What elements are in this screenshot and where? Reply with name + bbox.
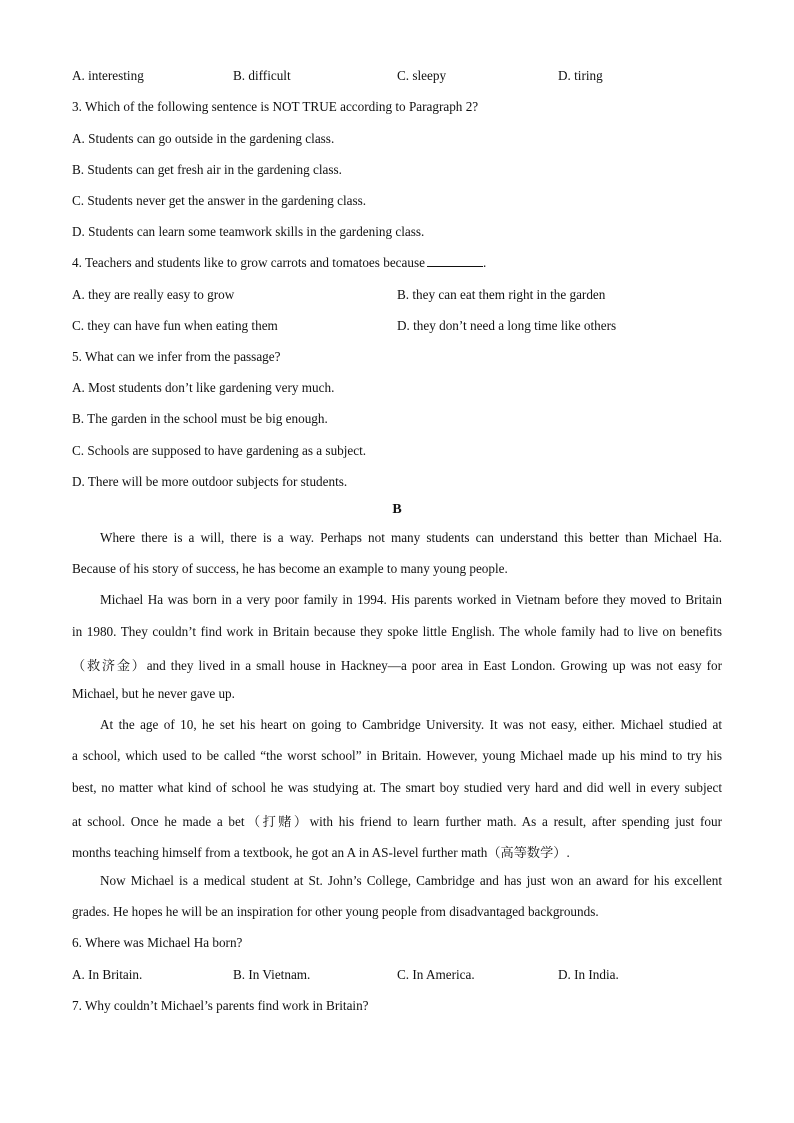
q7-stem: 7. Why couldn’t Michael’s parents find work in Britain? xyxy=(72,998,369,1013)
q3-option-d: D. Students can learn some teamwork skills in the gardening class. xyxy=(72,224,425,239)
passage-p3-line-3: best, no matter what kind of school he was studying at. The smart boy studied very hard and did well in every subject xyxy=(72,780,722,795)
passage-p3-line-2: a school, which used to be called “the worst school” in Britain. However, young Michael made up his mind to try his xyxy=(72,748,722,763)
q3-stem: 3. Which of the following sentence is NOT TRUE according to Paragraph 2? xyxy=(72,99,479,114)
q6-option-c: C. In America. xyxy=(397,967,475,982)
passage-p3-line-4: at school. Once he made a bet（打赌）with his friend to learn further math. As a result, after spending just four xyxy=(72,814,722,829)
q4-option-d: D. they don’t need a long time like others xyxy=(397,318,617,333)
q5-option-d: D. There will be more outdoor subjects for students. xyxy=(72,474,348,489)
passage-p3-line-1: At the age of 10, he set his heart on going to Cambridge University. It was not easy, either. Michael studied at xyxy=(100,717,722,732)
q4-option-b: B. they can eat them right in the garden xyxy=(397,287,606,302)
passage-p2-line-2: in 1980. They couldn’t find work in Britain because they spoke little English. The whole family had to live on benefits xyxy=(72,624,722,639)
passage-p2-line-3: （救济金）and they lived in a small house in Hackney—a poor area in East London. Growing up was not easy for xyxy=(72,658,722,673)
q2-option-c: C. sleepy xyxy=(397,68,447,83)
q5-option-c: C. Schools are supposed to have gardening as a subject. xyxy=(72,443,367,458)
passage-p4-line-1: Now Michael is a medical student at St. John’s College, Cambridge and has just won an award for his excellent xyxy=(100,873,722,888)
q5-option-b: B. The garden in the school must be big enough. xyxy=(72,411,328,426)
q6-option-b: B. In Vietnam. xyxy=(233,967,311,982)
passage-p4-line-2: grades. He hopes he will be an inspiration for other young people from disadvantaged backgrounds. xyxy=(72,904,599,919)
q4-stem-end: . xyxy=(482,255,487,270)
q4-option-a: A. they are really easy to grow xyxy=(72,287,235,302)
q4-stem: 4. Teachers and students like to grow carrots and tomatoes because xyxy=(72,255,425,270)
q4-stem-line xyxy=(72,255,486,271)
q6-option-a: A. In Britain. xyxy=(72,967,143,982)
q2-option-d: D. tiring xyxy=(558,68,603,83)
q2-option-a: A. interesting xyxy=(72,68,144,83)
answer-blank xyxy=(427,255,483,267)
q3-option-b: B. Students can get fresh air in the gardening class. xyxy=(72,162,342,177)
passage-p2-line-4: Michael, but he never gave up. xyxy=(72,686,235,701)
q2-option-b: B. difficult xyxy=(233,68,291,83)
passage-p1-line-1: Where there is a will, there is a way. Perhaps not many students can understand this better than Michael Ha. xyxy=(100,530,722,545)
q5-stem: 5. What can we infer from the passage? xyxy=(72,349,281,364)
section-heading: B xyxy=(392,502,402,517)
q5-option-a: A. Most students don’t like gardening very much. xyxy=(72,380,335,395)
passage-p1-line-2: Because of his story of success, he has become an example to many young people. xyxy=(72,561,508,576)
q3-option-a: A. Students can go outside in the gardening class. xyxy=(72,131,335,146)
q3-option-c: C. Students never get the answer in the gardening class. xyxy=(72,193,367,208)
q6-option-d: D. In India. xyxy=(558,967,619,982)
passage-p2-line-1: Michael Ha was born in a very poor family in 1994. His parents worked in Vietnam before they moved to Britain xyxy=(100,592,722,607)
q4-option-c: C. they can have fun when eating them xyxy=(72,318,278,333)
passage-p3-line-5: months teaching himself from a textbook, he got an A in AS-level further math（高等数学）. xyxy=(72,845,570,860)
q6-stem: 6. Where was Michael Ha born? xyxy=(72,935,243,950)
